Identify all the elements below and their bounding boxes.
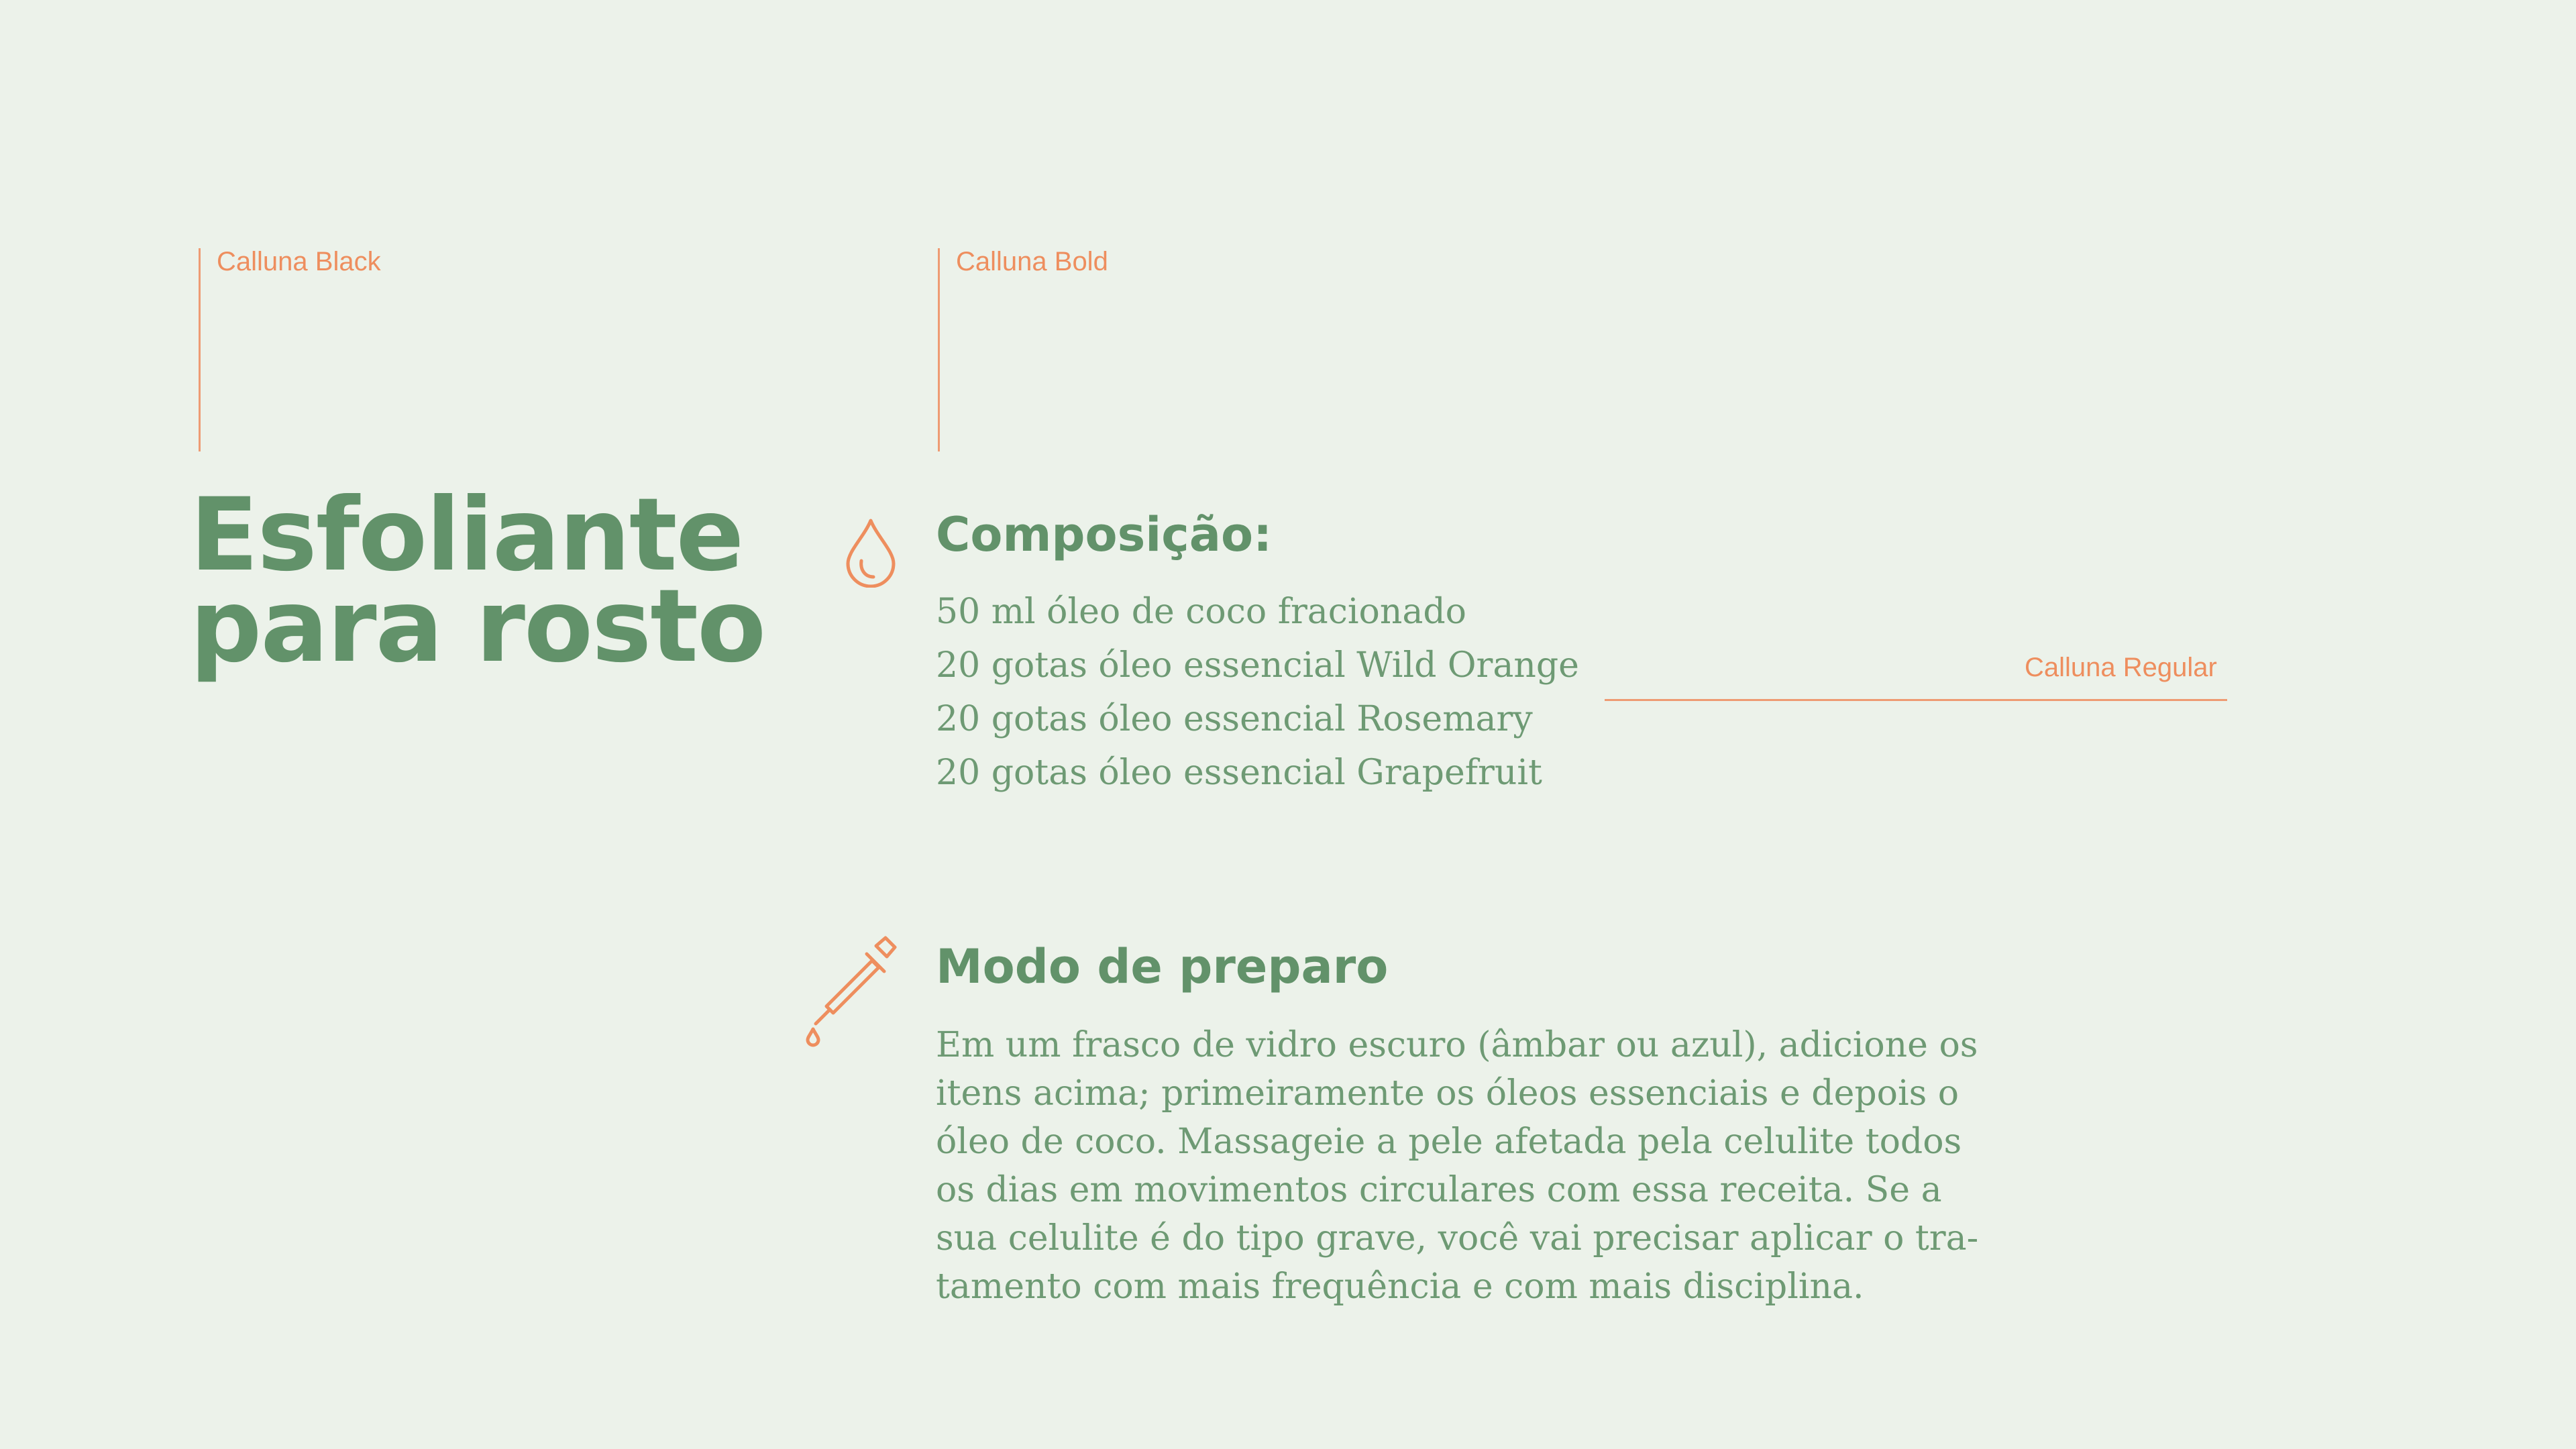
list-item: 20 gotas óleo essencial Wild Orange — [936, 645, 1579, 686]
annotation-label-bold: Calluna Bold — [956, 247, 1108, 276]
preparation-paragraph — [936, 1021, 1979, 1311]
list-item: 50 ml óleo de coco fracionado — [936, 592, 1466, 632]
annotation-line-black — [199, 248, 201, 451]
title-line-2: para rosto — [190, 568, 765, 685]
annotation-label-black: Calluna Black — [217, 247, 381, 276]
dropper-icon — [805, 934, 899, 1051]
list-item: 20 gotas óleo essencial Grapefruit — [936, 753, 1542, 793]
list-item: 20 gotas óleo essencial Rosemary — [936, 699, 1533, 739]
paragraph-line: sua celulite é do tipo grave, você vai precisar aplicar o tra- — [936, 1218, 1979, 1258]
composition-heading: Composição: — [936, 507, 1273, 562]
paragraph-line: os dias em movimentos circulares com essa receita. Se a — [936, 1170, 1942, 1210]
annotation-line-regular — [1605, 699, 2227, 701]
paragraph-line: óleo de coco. Massageie a pele afetada pela celulite todos — [936, 1122, 1962, 1162]
drop-icon — [844, 517, 898, 588]
title-line-1: Esfoliante — [190, 477, 743, 594]
annotation-label-regular: Calluna Regular — [2025, 653, 2217, 682]
paragraph-line: Em um frasco de vidro escuro (âmbar ou azul), adicione os — [936, 1025, 1978, 1065]
paragraph-line: tamento com mais frequência e com mais disciplina. — [936, 1267, 1864, 1307]
paragraph-line: itens acima; primeiramente os óleos essenciais e depois o — [936, 1073, 1960, 1114]
preparation-heading: Modo de preparo — [936, 939, 1389, 994]
page-title — [190, 477, 765, 685]
composition-list — [936, 585, 1579, 800]
annotation-line-bold — [938, 248, 940, 451]
